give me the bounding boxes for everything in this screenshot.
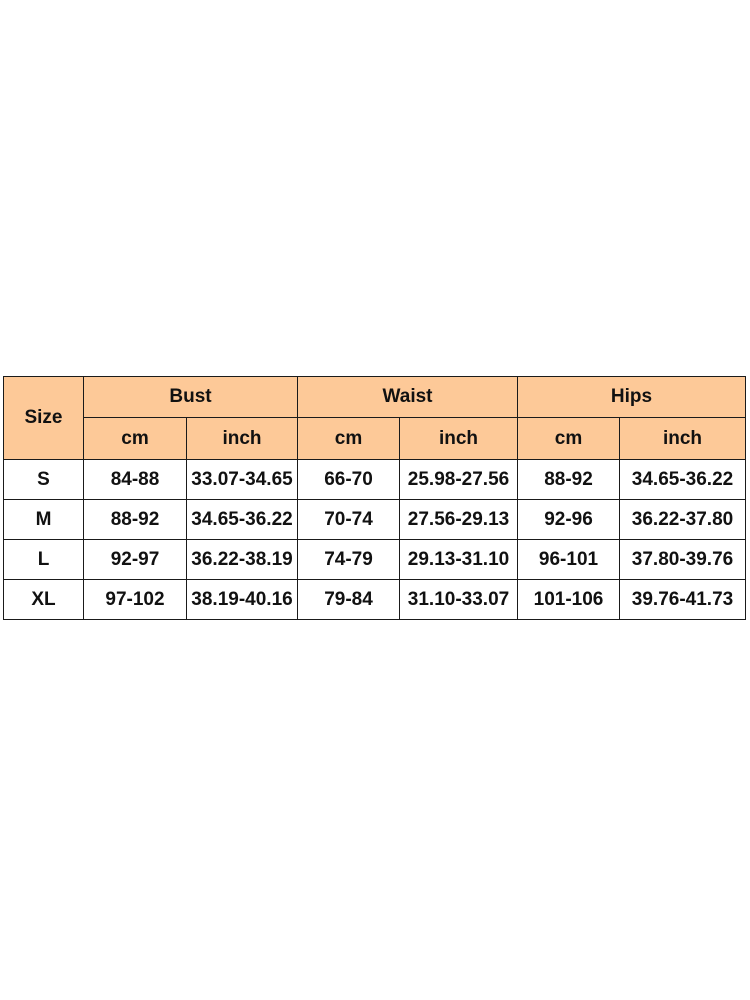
size-cell: M	[4, 500, 84, 540]
table-row	[4, 580, 746, 620]
hips-cm-cell: 88-92	[518, 460, 620, 500]
waist-cm-cell: 66-70	[298, 460, 400, 500]
waist-inch-cell: 25.98-27.56	[400, 460, 518, 500]
bust-cm-cell: 88-92	[84, 500, 187, 540]
table-row	[4, 540, 746, 580]
bust-cm-cell: 84-88	[84, 460, 187, 500]
bust-cm-cell: 97-102	[84, 580, 187, 620]
size-chart-table	[3, 376, 746, 620]
waist-inch-cell: 31.10-33.07	[400, 580, 518, 620]
table-row	[4, 460, 746, 500]
bust-inch-cell: 38.19-40.16	[187, 580, 298, 620]
hips-cm-header: cm	[518, 418, 620, 460]
waist-cm-cell: 70-74	[298, 500, 400, 540]
hips-inch-cell: 37.80-39.76	[620, 540, 746, 580]
hips-cm-cell: 92-96	[518, 500, 620, 540]
size-column-header: Size	[4, 377, 84, 460]
table-row	[4, 500, 746, 540]
header-unit-row	[4, 418, 746, 460]
hips-inch-cell: 36.22-37.80	[620, 500, 746, 540]
bust-inch-cell: 36.22-38.19	[187, 540, 298, 580]
bust-inch-header: inch	[187, 418, 298, 460]
hips-inch-cell: 39.76-41.73	[620, 580, 746, 620]
size-cell: XL	[4, 580, 84, 620]
hips-group-header: Hips	[518, 377, 746, 418]
waist-group-header: Waist	[298, 377, 518, 418]
bust-inch-cell: 34.65-36.22	[187, 500, 298, 540]
bust-cm-cell: 92-97	[84, 540, 187, 580]
bust-cm-header: cm	[84, 418, 187, 460]
waist-inch-cell: 29.13-31.10	[400, 540, 518, 580]
waist-inch-header: inch	[400, 418, 518, 460]
bust-group-header: Bust	[84, 377, 298, 418]
waist-inch-cell: 27.56-29.13	[400, 500, 518, 540]
hips-cm-cell: 96-101	[518, 540, 620, 580]
bust-inch-cell: 33.07-34.65	[187, 460, 298, 500]
hips-inch-cell: 34.65-36.22	[620, 460, 746, 500]
waist-cm-header: cm	[298, 418, 400, 460]
header-group-row	[4, 377, 746, 418]
waist-cm-cell: 74-79	[298, 540, 400, 580]
waist-cm-cell: 79-84	[298, 580, 400, 620]
size-cell: S	[4, 460, 84, 500]
hips-inch-header: inch	[620, 418, 746, 460]
hips-cm-cell: 101-106	[518, 580, 620, 620]
size-cell: L	[4, 540, 84, 580]
